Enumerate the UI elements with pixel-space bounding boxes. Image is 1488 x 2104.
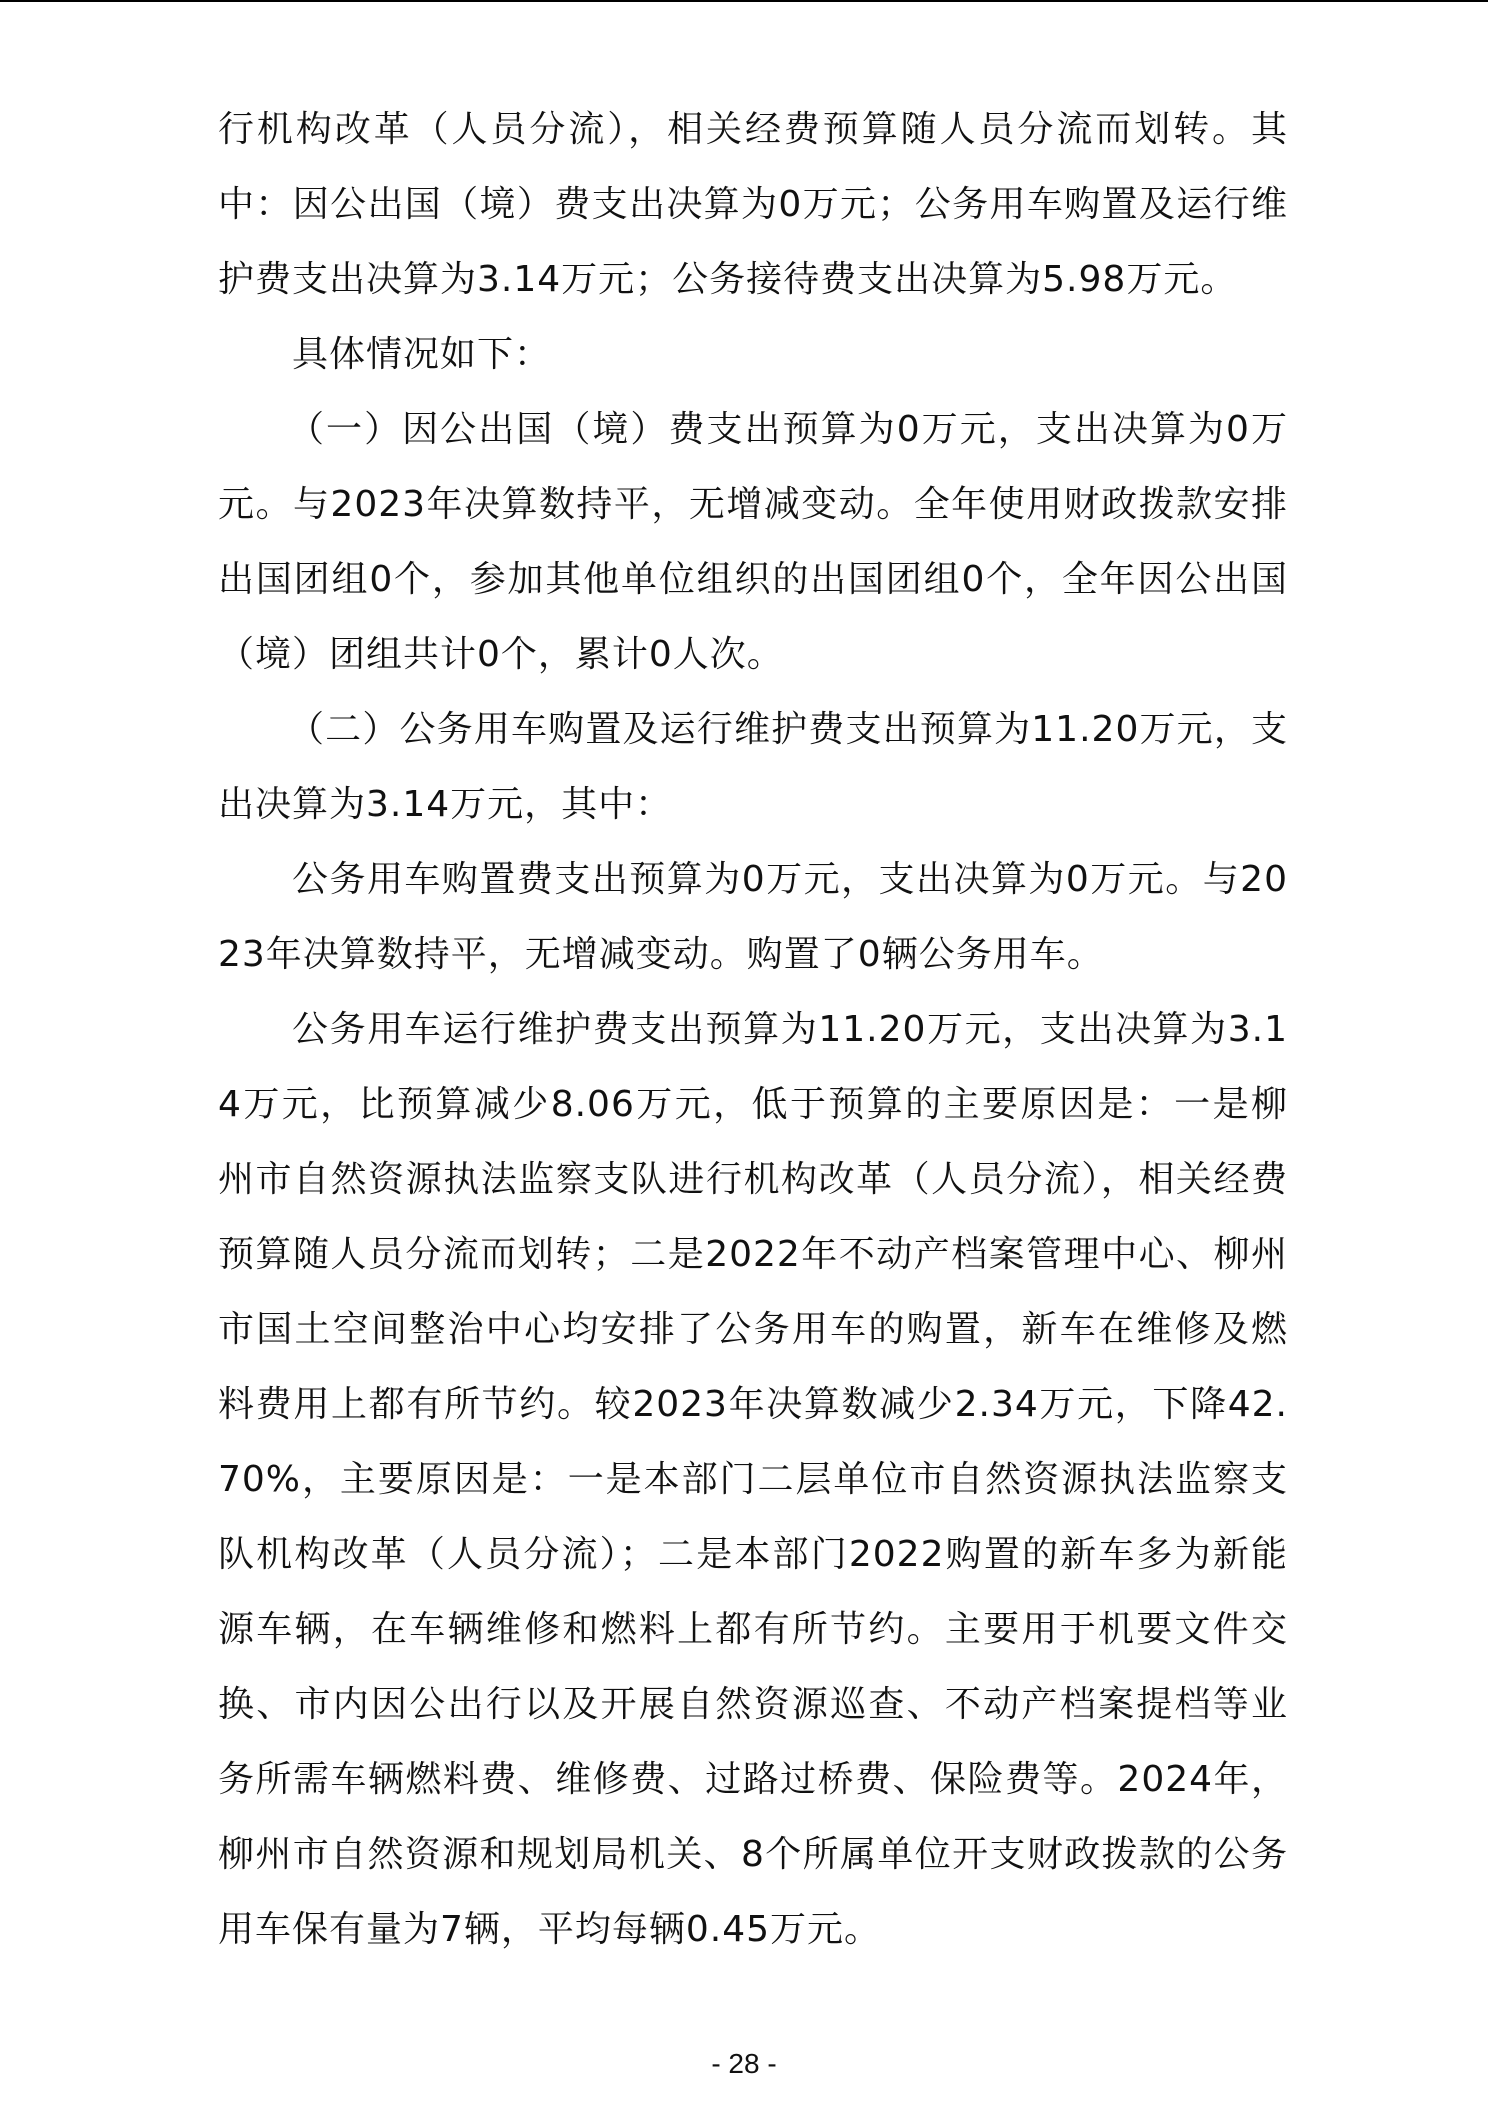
paragraph-vehicle-purchase: 公务用车购置费支出预算为0万元，支出决算为0万元。与2023年决算数持平，无增减变动。购置了0辆公务用车。 — [218, 859, 1288, 975]
paragraph-vehicle-expenses: （二）公务用车购置及运行维护费支出预算为11.20万元，支出决算为3.14万元，其中： — [218, 709, 1288, 825]
paragraph-vehicle-operation: 公务用车运行维护费支出预算为11.20万元，支出决算为3.14万元，比预算减少8.06万元，低于预算的主要原因是：一是柳州市自然资源执法监察支队进行机构改革（人员分流），相关经费预算随人员分流而划转；二是2022年不动产档案管理中心、柳州市国土空间整治中心均安排了公务用车的购置，新车在维修及燃料费用上都有所节约。较2023年决算数减少2.34万元，下降42.70%，主要原因是：一是本部门二层单位市自然资源执法监察支队机构改革（人员分流）；二是本部门2022购置的新车多为新能源车辆，在车辆维修和燃料上都有所节约。主要用于机要文件交换、市内因公出行以及开展自然资源巡查、不动产档案提档等业务所需车辆燃料费、维修费、过路过桥费、保险费等。2024年，柳州市自然资源和规划局机关、8个所属单位开支财政拨款的公务用车保有量为7辆，平均每辆0.45万元。 — [218, 1009, 1288, 1950]
paragraph-continuation: 行机构改革（人员分流），相关经费预算随人员分流而划转。其中：因公出国（境）费支出决算为0万元；公务用车购置及运行维护费支出决算为3.14万元；公务接待费支出决算为5.98万元。 — [218, 109, 1288, 300]
document-body — [218, 92, 1288, 1967]
page-number: - 28 - — [711, 2048, 777, 2079]
paragraph-details-intro: 具体情况如下： — [292, 334, 552, 375]
paragraph-overseas-travel: （一）因公出国（境）费支出预算为0万元，支出决算为0万元。与2023年决算数持平，无增减变动。全年使用财政拨款安排出国团组0个，参加其他单位组织的出国团组0个，全年因公出国（境）团组共计0个，累计0人次。 — [218, 409, 1288, 675]
page-top-border — [0, 0, 1488, 2]
